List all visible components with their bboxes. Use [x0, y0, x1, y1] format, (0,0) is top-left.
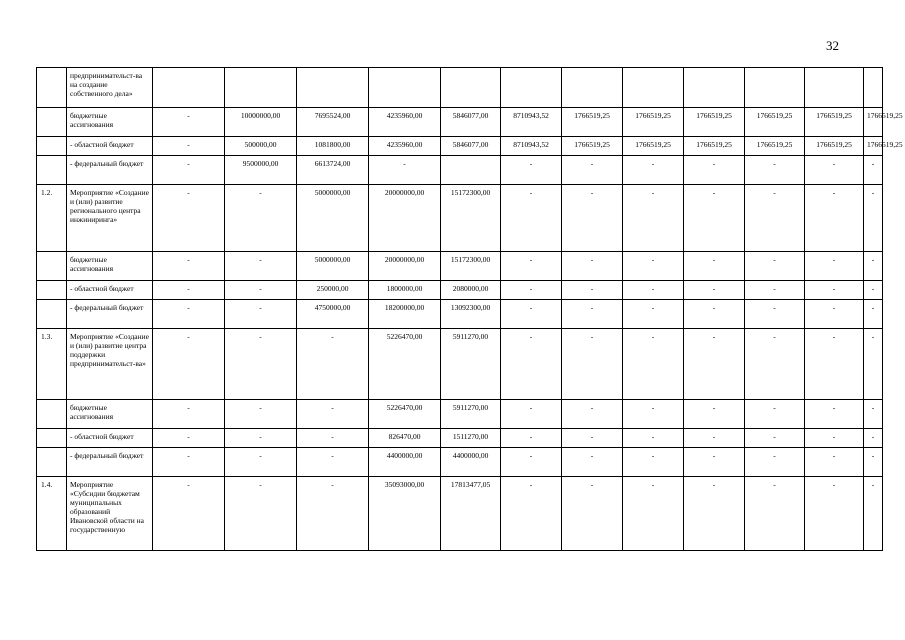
row-name-cell: Мероприятие «Создание и (или) развитие регионального центра инжиниринга»: [67, 185, 153, 252]
value-cell: -: [864, 448, 883, 477]
value-cell: 1766519,25: [805, 108, 864, 137]
value-cell: 5846077,00: [441, 108, 501, 137]
value-cell: [684, 68, 745, 108]
value-cell: -: [225, 185, 297, 252]
value-cell: -: [623, 252, 684, 281]
value-cell: -: [297, 448, 369, 477]
value-cell: -: [562, 429, 623, 448]
row-name-cell: - федеральный бюджет: [67, 448, 153, 477]
value-cell: -: [805, 400, 864, 429]
value-cell: -: [805, 429, 864, 448]
value-cell: [623, 68, 684, 108]
value-cell: -: [501, 252, 562, 281]
value-cell: -: [805, 281, 864, 300]
value-cell: -: [745, 448, 805, 477]
value-cell: -: [501, 329, 562, 400]
row-name-cell: - областной бюджет: [67, 137, 153, 156]
value-cell: 826470,00: [369, 429, 441, 448]
row-code-cell: [37, 429, 67, 448]
value-cell: -: [684, 185, 745, 252]
row-name-cell: бюджетные ассигнования: [67, 252, 153, 281]
value-cell: -: [153, 329, 225, 400]
value-cell: -: [562, 281, 623, 300]
value-cell: 1766519,25: [864, 137, 883, 156]
table-row: [37, 281, 883, 300]
value-cell: 8710943,52: [501, 137, 562, 156]
value-cell: -: [562, 156, 623, 185]
row-code-cell: [37, 156, 67, 185]
value-cell: -: [562, 400, 623, 429]
value-cell: 4235960,00: [369, 108, 441, 137]
value-cell: [297, 68, 369, 108]
value-cell: 1766519,25: [805, 137, 864, 156]
value-cell: 5226470,00: [369, 329, 441, 400]
value-cell: -: [153, 429, 225, 448]
value-cell: -: [864, 300, 883, 329]
row-name-cell: бюджетные ассигнования: [67, 108, 153, 137]
value-cell: -: [745, 252, 805, 281]
value-cell: 1511270,00: [441, 429, 501, 448]
value-cell: -: [623, 156, 684, 185]
table-row: [37, 185, 883, 252]
row-code-cell: [37, 448, 67, 477]
row-code-cell: [37, 137, 67, 156]
value-cell: 5846077,00: [441, 137, 501, 156]
value-cell: -: [684, 400, 745, 429]
table-row: [37, 156, 883, 185]
value-cell: 20000000,00: [369, 185, 441, 252]
budget-table: [36, 67, 903, 551]
table-row: [37, 448, 883, 477]
value-cell: 5911270,00: [441, 400, 501, 429]
value-cell: 1766519,25: [864, 108, 883, 137]
value-cell: -: [805, 156, 864, 185]
value-cell: 1800000,00: [369, 281, 441, 300]
row-name-cell: - федеральный бюджет: [67, 156, 153, 185]
value-cell: -: [153, 448, 225, 477]
value-cell: -: [745, 185, 805, 252]
value-cell: 17813477,05: [441, 477, 501, 551]
value-cell: -: [501, 429, 562, 448]
value-cell: -: [684, 252, 745, 281]
value-cell: 500000,00: [225, 137, 297, 156]
value-cell: -: [745, 329, 805, 400]
value-cell: -: [623, 329, 684, 400]
value-cell: 4400000,00: [369, 448, 441, 477]
table-row: [37, 429, 883, 448]
value-cell: -: [684, 156, 745, 185]
value-cell: -: [745, 300, 805, 329]
table-row: [37, 477, 883, 551]
value-cell: 5226470,00: [369, 400, 441, 429]
value-cell: -: [153, 108, 225, 137]
value-cell: 5911270,00: [441, 329, 501, 400]
row-code-cell: [37, 68, 67, 108]
value-cell: -: [225, 252, 297, 281]
value-cell: -: [745, 477, 805, 551]
page-number: 32: [826, 38, 839, 53]
row-name-cell: бюджетные ассигнования: [67, 400, 153, 429]
value-cell: 4235960,00: [369, 137, 441, 156]
value-cell: -: [501, 448, 562, 477]
value-cell: -: [864, 252, 883, 281]
value-cell: -: [684, 329, 745, 400]
value-cell: -: [225, 448, 297, 477]
value-cell: -: [297, 400, 369, 429]
value-cell: -: [225, 281, 297, 300]
value-cell: -: [623, 448, 684, 477]
value-cell: -: [864, 429, 883, 448]
value-cell: -: [805, 477, 864, 551]
row-name-cell: Мероприятие «Создание и (или) развитие центра поддержки предпринимательст-ва»: [67, 329, 153, 400]
value-cell: -: [225, 329, 297, 400]
value-cell: 5000000,00: [297, 185, 369, 252]
value-cell: 1766519,25: [562, 137, 623, 156]
row-code-cell: [37, 400, 67, 429]
value-cell: -: [501, 156, 562, 185]
value-cell: -: [501, 300, 562, 329]
value-cell: -: [501, 185, 562, 252]
value-cell: -: [805, 185, 864, 252]
row-code-cell: [37, 252, 67, 281]
value-cell: -: [153, 156, 225, 185]
value-cell: -: [745, 281, 805, 300]
table-row: [37, 108, 883, 137]
value-cell: 9500000,00: [225, 156, 297, 185]
row-name-cell: Мероприятие «Субсидии бюджетам муниципальных образований Ивановской области на государственную: [67, 477, 153, 551]
value-cell: -: [562, 185, 623, 252]
value-cell: -: [369, 156, 441, 185]
value-cell: -: [684, 281, 745, 300]
value-cell: [369, 68, 441, 108]
value-cell: -: [153, 300, 225, 329]
value-cell: 2080000,00: [441, 281, 501, 300]
value-cell: [501, 68, 562, 108]
value-cell: -: [805, 300, 864, 329]
value-cell: 1081800,00: [297, 137, 369, 156]
value-cell: -: [864, 281, 883, 300]
value-cell: -: [501, 477, 562, 551]
value-cell: 13092300,00: [441, 300, 501, 329]
value-cell: -: [562, 448, 623, 477]
value-cell: 7695524,00: [297, 108, 369, 137]
value-cell: -: [562, 252, 623, 281]
value-cell: [745, 68, 805, 108]
value-cell: 8710943,52: [501, 108, 562, 137]
value-cell: -: [153, 137, 225, 156]
row-name-cell: - областной бюджет: [67, 429, 153, 448]
value-cell: -: [562, 300, 623, 329]
value-cell: -: [864, 156, 883, 185]
value-cell: 1766519,25: [684, 108, 745, 137]
value-cell: 6613724,00: [297, 156, 369, 185]
row-code-cell: 1.4.: [37, 477, 67, 551]
value-cell: 250000,00: [297, 281, 369, 300]
value-cell: -: [864, 477, 883, 551]
value-cell: -: [225, 477, 297, 551]
value-cell: -: [864, 185, 883, 252]
value-cell: -: [745, 156, 805, 185]
row-code-cell: 1.3.: [37, 329, 67, 400]
value-cell: -: [501, 281, 562, 300]
value-cell: -: [562, 329, 623, 400]
value-cell: [153, 68, 225, 108]
value-cell: -: [297, 329, 369, 400]
value-cell: -: [562, 477, 623, 551]
row-code-cell: 1.2.: [37, 185, 67, 252]
value-cell: 4750000,00: [297, 300, 369, 329]
value-cell: -: [745, 400, 805, 429]
value-cell: -: [805, 252, 864, 281]
table-row: [37, 400, 883, 429]
value-cell: 1766519,25: [745, 108, 805, 137]
value-cell: -: [153, 185, 225, 252]
value-cell: -: [864, 400, 883, 429]
table-row: [37, 252, 883, 281]
value-cell: -: [153, 400, 225, 429]
table-row: [37, 300, 883, 329]
value-cell: 1766519,25: [623, 108, 684, 137]
value-cell: -: [623, 477, 684, 551]
value-cell: -: [623, 185, 684, 252]
value-cell: -: [153, 281, 225, 300]
value-cell: [441, 68, 501, 108]
value-cell: -: [684, 429, 745, 448]
value-cell: [562, 68, 623, 108]
row-code-cell: [37, 108, 67, 137]
value-cell: [805, 68, 864, 108]
value-cell: -: [745, 429, 805, 448]
value-cell: 20000000,00: [369, 252, 441, 281]
value-cell: -: [805, 329, 864, 400]
value-cell: -: [805, 448, 864, 477]
value-cell: [441, 156, 501, 185]
value-cell: -: [297, 477, 369, 551]
row-code-cell: [37, 300, 67, 329]
value-cell: 1766519,25: [623, 137, 684, 156]
row-name-cell: - областной бюджет: [67, 281, 153, 300]
row-code-cell: [37, 281, 67, 300]
value-cell: -: [225, 400, 297, 429]
value-cell: 1766519,25: [562, 108, 623, 137]
value-cell: -: [153, 252, 225, 281]
row-name-cell: предпринимательст-ва на создание собственного дела»: [67, 68, 153, 108]
value-cell: -: [297, 429, 369, 448]
value-cell: -: [153, 477, 225, 551]
table-row: [37, 68, 883, 108]
value-cell: -: [501, 400, 562, 429]
value-cell: 5000000,00: [297, 252, 369, 281]
value-cell: -: [623, 300, 684, 329]
row-name-cell: - федеральный бюджет: [67, 300, 153, 329]
value-cell: 4400000,00: [441, 448, 501, 477]
table-row: [37, 137, 883, 156]
value-cell: -: [623, 429, 684, 448]
value-cell: -: [684, 448, 745, 477]
value-cell: 15172300,00: [441, 252, 501, 281]
value-cell: 15172300,00: [441, 185, 501, 252]
value-cell: 1766519,25: [684, 137, 745, 156]
value-cell: -: [623, 400, 684, 429]
value-cell: [864, 68, 883, 108]
value-cell: -: [225, 300, 297, 329]
value-cell: 10000000,00: [225, 108, 297, 137]
value-cell: [225, 68, 297, 108]
value-cell: -: [864, 329, 883, 400]
table-row: [37, 329, 883, 400]
value-cell: -: [623, 281, 684, 300]
value-cell: 18200000,00: [369, 300, 441, 329]
value-cell: 35093000,00: [369, 477, 441, 551]
value-cell: -: [225, 429, 297, 448]
budget-table-body: [37, 68, 903, 551]
value-cell: 1766519,25: [745, 137, 805, 156]
value-cell: -: [684, 300, 745, 329]
value-cell: -: [684, 477, 745, 551]
